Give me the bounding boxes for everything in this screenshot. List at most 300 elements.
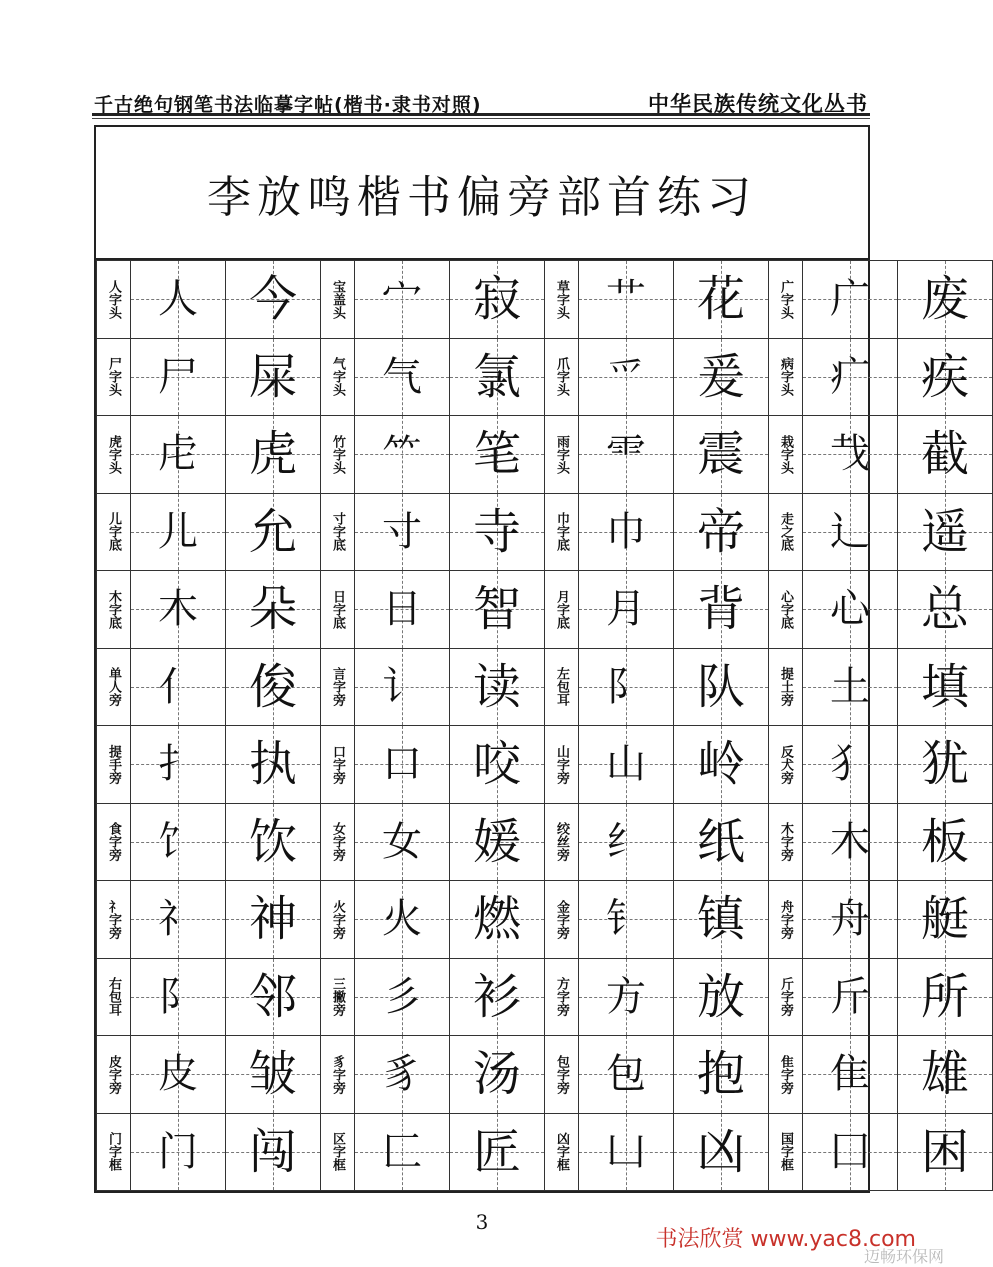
radical-label: 月字底 (554, 589, 569, 629)
radical-label: 单人旁 (106, 667, 121, 707)
example-cell (898, 1113, 993, 1191)
radical-label: 气字头 (330, 357, 345, 397)
practice-sheet (94, 125, 969, 1193)
radical-cell (355, 338, 450, 416)
radical-cell (579, 1036, 674, 1114)
radical-label-cell (545, 1113, 579, 1191)
radical-glyph: 钅 (606, 896, 646, 943)
radical-label: 反犬旁 (778, 744, 793, 784)
radical-glyph: 疒 (830, 353, 870, 400)
radical-label-cell (321, 648, 355, 726)
radical-cell (803, 648, 898, 726)
radical-cell (131, 881, 226, 959)
radical-glyph: 气 (382, 353, 422, 400)
example-cell (898, 338, 993, 416)
example-cell (450, 958, 545, 1036)
radical-label-cell (321, 881, 355, 959)
example-glyph: 队 (696, 658, 745, 715)
radical-glyph: ⺮ (382, 431, 422, 478)
radical-cell (803, 261, 898, 339)
example-glyph: 所 (920, 968, 969, 1025)
radical-label: 提土旁 (778, 667, 793, 707)
example-cell (226, 726, 321, 804)
example-cell (674, 1113, 769, 1191)
radical-glyph: 隹 (830, 1051, 870, 1098)
example-glyph: 屎 (248, 348, 297, 405)
example-glyph: 雄 (920, 1046, 969, 1103)
radical-glyph: 囗 (830, 1128, 870, 1175)
radical-label: 火字旁 (330, 899, 345, 939)
radical-label-cell (545, 571, 579, 649)
radical-cell (803, 571, 898, 649)
radical-glyph: 讠 (382, 663, 422, 710)
radical-cell (803, 1036, 898, 1114)
radical-label-cell (97, 958, 131, 1036)
radical-label: 隹字旁 (778, 1054, 793, 1094)
radical-glyph: 扌 (158, 741, 198, 788)
radical-label: 绞丝旁 (554, 822, 569, 862)
example-cell (898, 648, 993, 726)
radical-label: 山字旁 (554, 744, 569, 784)
example-cell (226, 338, 321, 416)
example-cell (674, 261, 769, 339)
radical-label: 人字头 (106, 279, 121, 319)
radical-glyph: 儿 (158, 508, 198, 555)
radical-label: 走之底 (778, 512, 793, 552)
radical-label: 木字旁 (778, 822, 793, 862)
radical-label-cell (321, 958, 355, 1036)
radical-cell (131, 1113, 226, 1191)
radical-glyph: 舟 (830, 896, 870, 943)
example-glyph: 俊 (248, 658, 297, 715)
radical-label: 寸字底 (330, 512, 345, 552)
radical-label-cell (97, 1036, 131, 1114)
radical-glyph: ⻗ (606, 431, 646, 478)
example-cell (674, 881, 769, 959)
example-cell (898, 571, 993, 649)
radical-glyph: 人 (158, 276, 198, 323)
radical-label-cell (769, 1113, 803, 1191)
example-cell (450, 803, 545, 881)
radical-label-cell (769, 571, 803, 649)
example-glyph: 执 (248, 736, 297, 793)
example-glyph: 帝 (696, 503, 745, 560)
example-glyph: 花 (696, 271, 745, 328)
radical-glyph: 辶 (830, 508, 870, 555)
radical-label: 木字底 (106, 589, 121, 629)
grid-row (97, 726, 993, 804)
example-cell (226, 493, 321, 571)
radical-glyph: 皮 (158, 1051, 198, 1098)
example-cell (226, 1113, 321, 1191)
page-title: 李放鸣楷书偏旁部首练习 (207, 171, 757, 223)
radical-glyph: 门 (158, 1128, 198, 1175)
example-glyph: 抱 (696, 1046, 745, 1103)
grid-row (97, 958, 993, 1036)
radical-label-cell (321, 493, 355, 571)
radical-label: 宝盖头 (330, 279, 345, 319)
radical-glyph: 土 (830, 663, 870, 710)
radical-cell (579, 261, 674, 339)
example-cell (226, 803, 321, 881)
radical-label: 巾字底 (554, 512, 569, 552)
example-cell (450, 261, 545, 339)
radical-label-cell (545, 958, 579, 1036)
example-cell (450, 1036, 545, 1114)
radical-glyph: 口 (382, 741, 422, 788)
radical-cell (803, 803, 898, 881)
example-cell (674, 648, 769, 726)
example-cell (898, 493, 993, 571)
example-cell (898, 726, 993, 804)
radical-cell (131, 571, 226, 649)
radical-cell (579, 338, 674, 416)
radical-label-cell (97, 881, 131, 959)
radical-label: 金字旁 (554, 899, 569, 939)
radical-label-cell (769, 958, 803, 1036)
radical-glyph: 纟 (606, 818, 646, 865)
radical-glyph: 巾 (606, 508, 646, 555)
radical-label: 日字底 (330, 589, 345, 629)
radical-label: 区字框 (330, 1132, 345, 1172)
radical-label: 广字头 (778, 279, 793, 319)
radical-label-cell (769, 726, 803, 804)
radical-label-cell (769, 493, 803, 571)
radical-glyph: 凵 (606, 1128, 646, 1175)
radical-label-cell (545, 493, 579, 571)
example-glyph: 填 (920, 658, 969, 715)
radical-glyph: 女 (382, 818, 422, 865)
radical-cell (355, 958, 450, 1036)
radical-cell (803, 493, 898, 571)
radical-label-cell (97, 803, 131, 881)
radical-label-cell (545, 648, 579, 726)
radical-glyph: 豸 (382, 1051, 422, 1098)
radical-cell (131, 261, 226, 339)
radical-label: 女字旁 (330, 822, 345, 862)
radical-glyph: 日 (382, 586, 422, 633)
radical-glyph: 亻 (158, 663, 198, 710)
radical-cell (355, 803, 450, 881)
radical-cell (579, 648, 674, 726)
example-cell (450, 493, 545, 571)
radical-glyph: 阝 (606, 663, 646, 710)
example-cell (450, 338, 545, 416)
radical-cell (579, 571, 674, 649)
example-glyph: 匠 (472, 1123, 521, 1180)
radical-grid (96, 260, 993, 1191)
radical-cell (131, 338, 226, 416)
radical-label-cell (769, 338, 803, 416)
example-cell (450, 881, 545, 959)
page-number: 3 (475, 1210, 489, 1234)
radical-glyph: 木 (158, 586, 198, 633)
radical-label-cell (769, 881, 803, 959)
radical-glyph: 彡 (382, 973, 422, 1020)
radical-label: 国字框 (778, 1132, 793, 1172)
radical-label: 方字旁 (554, 977, 569, 1017)
radical-label-cell (321, 1036, 355, 1114)
collection-title: 中华民族传统文化丛书 (648, 92, 868, 116)
example-glyph: 震 (696, 426, 745, 483)
radical-cell (131, 648, 226, 726)
radical-label-cell (321, 1113, 355, 1191)
radical-cell (131, 803, 226, 881)
radical-cell (355, 571, 450, 649)
radical-label-cell (769, 416, 803, 494)
radical-glyph: 礻 (158, 896, 198, 943)
radical-cell (579, 1113, 674, 1191)
example-cell (450, 726, 545, 804)
radical-glyph: 尸 (158, 353, 198, 400)
example-cell (450, 1113, 545, 1191)
example-glyph: 媛 (472, 813, 521, 870)
radical-label-cell (545, 881, 579, 959)
radical-label: 口字旁 (330, 744, 345, 784)
radical-label-cell (545, 726, 579, 804)
example-glyph: 岭 (696, 736, 745, 793)
example-cell (898, 416, 993, 494)
example-cell (898, 958, 993, 1036)
radical-glyph: 艹 (606, 276, 646, 323)
radical-label-cell (321, 726, 355, 804)
radical-label: 凶字框 (554, 1132, 569, 1172)
radical-label: 左包耳 (554, 667, 569, 707)
radical-label: 雨字头 (554, 434, 569, 474)
title-box (96, 127, 868, 260)
radical-cell (579, 416, 674, 494)
example-cell (898, 1036, 993, 1114)
radical-cell (803, 881, 898, 959)
radical-label: 儿字底 (106, 512, 121, 552)
radical-glyph: 广 (830, 276, 870, 323)
radical-label-cell (321, 571, 355, 649)
radical-glyph: 宀 (382, 276, 422, 323)
radical-cell (355, 648, 450, 726)
radical-cell (579, 726, 674, 804)
radical-glyph: 爫 (606, 353, 646, 400)
radical-label: 提手旁 (106, 744, 121, 784)
radical-cell (355, 1113, 450, 1191)
radical-glyph: 方 (606, 973, 646, 1020)
example-glyph: 朵 (248, 581, 297, 638)
grid-row (97, 416, 993, 494)
example-glyph: 寂 (472, 271, 521, 328)
radical-glyph: 阝 (158, 973, 198, 1020)
radical-label: 草字头 (554, 279, 569, 319)
example-glyph: 截 (920, 426, 969, 483)
example-glyph: 皱 (248, 1046, 297, 1103)
example-cell (226, 571, 321, 649)
grid-row (97, 648, 993, 726)
radical-label: 右包耳 (106, 977, 121, 1017)
radical-label-cell (97, 338, 131, 416)
stamp-watermark: 迈畅环保网 (863, 1247, 944, 1266)
example-glyph: 笔 (472, 426, 521, 483)
radical-label-cell (97, 648, 131, 726)
radical-glyph: 𢦏 (830, 431, 870, 478)
header-rule (92, 113, 870, 116)
example-glyph: 虎 (248, 426, 297, 483)
radical-label-cell (769, 1036, 803, 1114)
example-cell (450, 571, 545, 649)
radical-cell (803, 1113, 898, 1191)
example-cell (226, 648, 321, 726)
radical-cell (355, 1036, 450, 1114)
radical-glyph: 包 (606, 1051, 646, 1098)
radical-label-cell (321, 261, 355, 339)
site-watermark: 书法欣赏 www.yac8.com (655, 1227, 916, 1252)
example-cell (674, 726, 769, 804)
radical-label-cell (321, 803, 355, 881)
example-glyph: 艇 (920, 891, 969, 948)
example-cell (674, 958, 769, 1036)
example-glyph: 燃 (472, 891, 521, 948)
example-cell (226, 416, 321, 494)
radical-cell (131, 416, 226, 494)
radical-label: 三撇旁 (330, 977, 345, 1017)
example-cell (226, 1036, 321, 1114)
radical-label-cell (545, 803, 579, 881)
radical-label-cell (97, 726, 131, 804)
radical-label-cell (769, 261, 803, 339)
radical-label: 尸字头 (106, 357, 121, 397)
radical-label-cell (97, 493, 131, 571)
example-cell (226, 261, 321, 339)
radical-cell (131, 726, 226, 804)
radical-glyph: 寸 (382, 508, 422, 555)
radical-cell (355, 881, 450, 959)
radical-label: 舟字旁 (778, 899, 793, 939)
radical-label-cell (545, 416, 579, 494)
radical-cell (803, 416, 898, 494)
radical-cell (131, 493, 226, 571)
radical-cell (355, 726, 450, 804)
radical-cell (803, 338, 898, 416)
grid-row (97, 881, 993, 959)
example-cell (226, 881, 321, 959)
radical-cell (131, 1036, 226, 1114)
radical-cell (803, 958, 898, 1036)
radical-cell (355, 261, 450, 339)
radical-glyph: 斤 (830, 973, 870, 1020)
example-cell (450, 648, 545, 726)
radical-label: 包字旁 (554, 1054, 569, 1094)
example-cell (674, 803, 769, 881)
radical-label: 病字头 (778, 357, 793, 397)
example-glyph: 纸 (696, 813, 745, 870)
example-cell (898, 261, 993, 339)
example-glyph: 总 (920, 581, 969, 638)
radical-glyph: 火 (382, 896, 422, 943)
example-cell (674, 1036, 769, 1114)
example-cell (450, 416, 545, 494)
grid-row (97, 1036, 993, 1114)
radical-label: 心字底 (778, 589, 793, 629)
example-glyph: 闯 (248, 1123, 297, 1180)
grid-row (97, 261, 993, 339)
example-glyph: 汤 (472, 1046, 521, 1103)
example-glyph: 放 (696, 968, 745, 1025)
radical-cell (803, 726, 898, 804)
example-glyph: 咬 (472, 736, 521, 793)
grid-row (97, 803, 993, 881)
radical-label: 栽字头 (778, 434, 793, 474)
header-rule-thin (92, 118, 870, 119)
example-glyph: 疾 (920, 348, 969, 405)
radical-label: 皮字旁 (106, 1054, 121, 1094)
grid-row (97, 571, 993, 649)
example-glyph: 邻 (248, 968, 297, 1025)
radical-glyph: 犭 (830, 741, 870, 788)
radical-label: 竹字头 (330, 434, 345, 474)
radical-label: 礻字旁 (106, 899, 121, 939)
radical-glyph: 虍 (158, 431, 198, 478)
radical-label-cell (97, 1113, 131, 1191)
example-glyph: 镇 (696, 891, 745, 948)
radical-label-cell (321, 338, 355, 416)
example-glyph: 凶 (696, 1123, 745, 1180)
example-glyph: 犹 (920, 736, 969, 793)
radical-label-cell (545, 1036, 579, 1114)
radical-label: 食字旁 (106, 822, 121, 862)
example-cell (674, 493, 769, 571)
radical-glyph: 心 (830, 586, 870, 633)
radical-cell (355, 493, 450, 571)
radical-cell (131, 958, 226, 1036)
example-cell (898, 881, 993, 959)
radical-label: 言字旁 (330, 667, 345, 707)
example-cell (226, 958, 321, 1036)
radical-glyph: 饣 (158, 818, 198, 865)
grid-row (97, 338, 993, 416)
radical-cell (579, 881, 674, 959)
example-cell (674, 416, 769, 494)
example-glyph: 衫 (472, 968, 521, 1025)
example-cell (898, 803, 993, 881)
radical-glyph: 山 (606, 741, 646, 788)
radical-cell (579, 493, 674, 571)
radical-label-cell (769, 803, 803, 881)
radical-label-cell (769, 648, 803, 726)
example-glyph: 困 (920, 1123, 969, 1180)
radical-label-cell (545, 338, 579, 416)
example-glyph: 读 (472, 658, 521, 715)
example-cell (674, 338, 769, 416)
radical-cell (579, 958, 674, 1036)
radical-glyph: 木 (830, 818, 870, 865)
example-cell (674, 571, 769, 649)
radical-glyph: 月 (606, 586, 646, 633)
grid-row (97, 1113, 993, 1191)
example-glyph: 板 (920, 813, 969, 870)
radical-cell (355, 416, 450, 494)
example-glyph: 爰 (696, 348, 745, 405)
series-title: 千古绝句钢笔书法临摹字帖(楷书·隶书对照) (94, 94, 482, 116)
example-glyph: 氯 (472, 348, 521, 405)
radical-label: 斤字旁 (778, 977, 793, 1017)
example-glyph: 神 (248, 891, 297, 948)
radical-label: 虎字头 (106, 434, 121, 474)
radical-label-cell (545, 261, 579, 339)
example-glyph: 今 (248, 271, 297, 328)
radical-glyph: 匚 (382, 1128, 422, 1175)
example-glyph: 饮 (248, 813, 297, 870)
radical-label-cell (97, 416, 131, 494)
radical-label-cell (321, 416, 355, 494)
example-glyph: 寺 (472, 503, 521, 560)
radical-cell (579, 803, 674, 881)
